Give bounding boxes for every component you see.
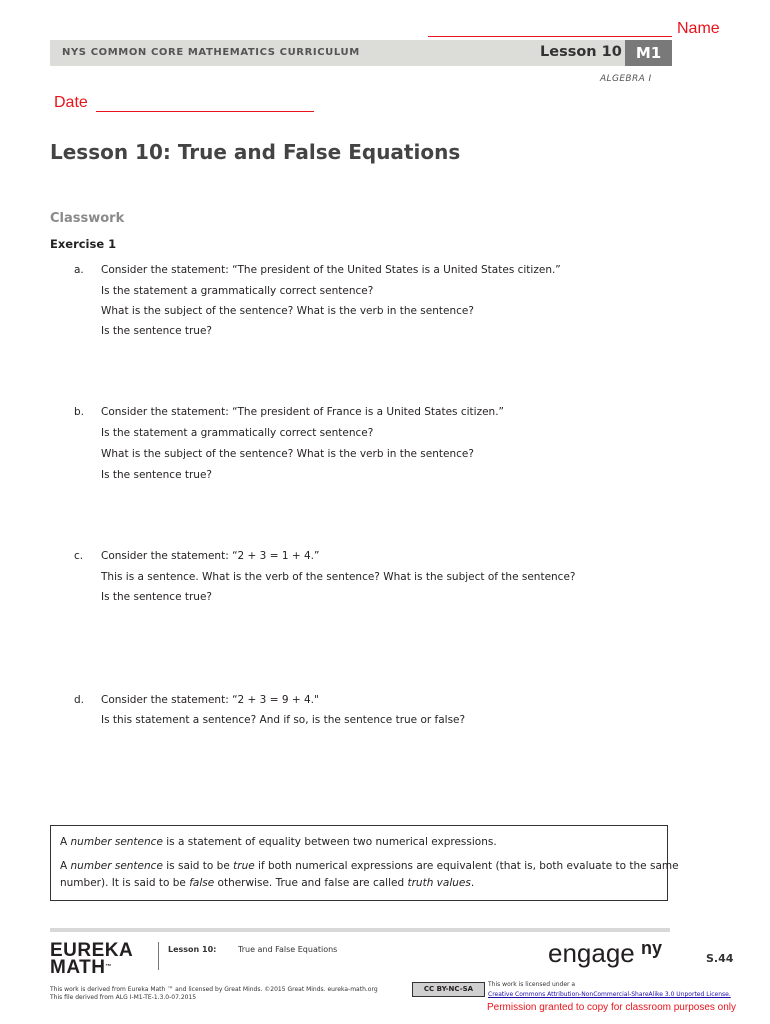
footer-file: This file derived from ALG I-M1-TE-1.3.0-07.2015 [50,994,197,1001]
permission-note: Permission granted to copy for classroom purposes only [487,1002,737,1013]
item-c-line: Consider the statement: “2 + 3 = 1 + 4.” [101,550,320,562]
section-heading: Classwork [50,211,125,226]
lesson-label: Lesson 10 [540,44,622,60]
item-letter-c: c. [74,550,84,562]
item-d-line: Is this statement a sentence? And if so, is the sentence true or false? [101,714,466,726]
item-a-line: Is the statement a grammatically correct sentence? [101,285,374,297]
name-label: Name [677,20,720,37]
footer-lesson: Lesson 10: [168,945,217,954]
cc-license-badge: CC BY-NC-SA [412,982,485,997]
eureka-math-logo: EUREKA MATH™ [50,940,134,978]
item-c-line: Is the sentence true? [101,591,212,603]
curriculum-label: NYS COMMON CORE MATHEMATICS CURRICULUM [62,47,360,58]
page-title: Lesson 10: True and False Equations [50,140,461,164]
course-label: ALGEBRA I [600,74,652,84]
item-b-line: What is the subject of the sentence? What is the verb in the sentence? [101,448,474,460]
name-line [428,36,672,37]
module-badge: M1 [625,40,672,66]
definition-line-3: number). It is said to be false otherwise. True and false are called truth values. [60,877,475,889]
definition-line-1: A number sentence is a statement of equality between two numerical expressions. [60,836,497,848]
item-a-line: What is the subject of the sentence? What is the verb in the sentence? [101,305,474,317]
date-label: Date [54,94,88,111]
page-number: S.44 [706,952,734,965]
item-letter-d: d. [74,694,85,706]
item-b-line: Is the sentence true? [101,469,212,481]
footer-divider [158,942,159,970]
item-a-line: Is the sentence true? [101,325,212,337]
footer-topic: True and False Equations [238,945,338,954]
exercise-title: Exercise 1 [50,237,117,251]
item-b-line: Is the statement a grammatically correct sentence? [101,427,374,439]
item-d-line: Consider the statement: “2 + 3 = 9 + 4." [101,694,319,706]
item-b-line: Consider the statement: “The president of France is a United States citizen.” [101,406,504,418]
footer-rule [50,928,670,932]
engageny-logo: engage [548,938,635,968]
engageny-logo-ny: ny [641,938,663,958]
item-a-line: Consider the statement: “The president of the United States is a United States citizen.” [101,264,561,276]
footer-credit: This work is derived from Eureka Math ™ and licensed by Great Minds. ©2015 Great Minds. eureka-math.org [50,986,378,993]
license-link[interactable]: Creative Commons Attribution-NonCommercial-ShareAlike 3.0 Unported License. [488,991,731,998]
date-line [96,111,314,112]
item-letter-a: a. [74,264,84,276]
item-c-line: This is a sentence. What is the verb of the sentence? What is the subject of the sentence? [101,571,576,583]
item-letter-b: b. [74,406,85,418]
license-text: This work is licensed under a [488,981,576,988]
definition-line-2: A number sentence is said to be true if both numerical expressions are equivalent (that is, both evaluate to the same [60,860,679,872]
